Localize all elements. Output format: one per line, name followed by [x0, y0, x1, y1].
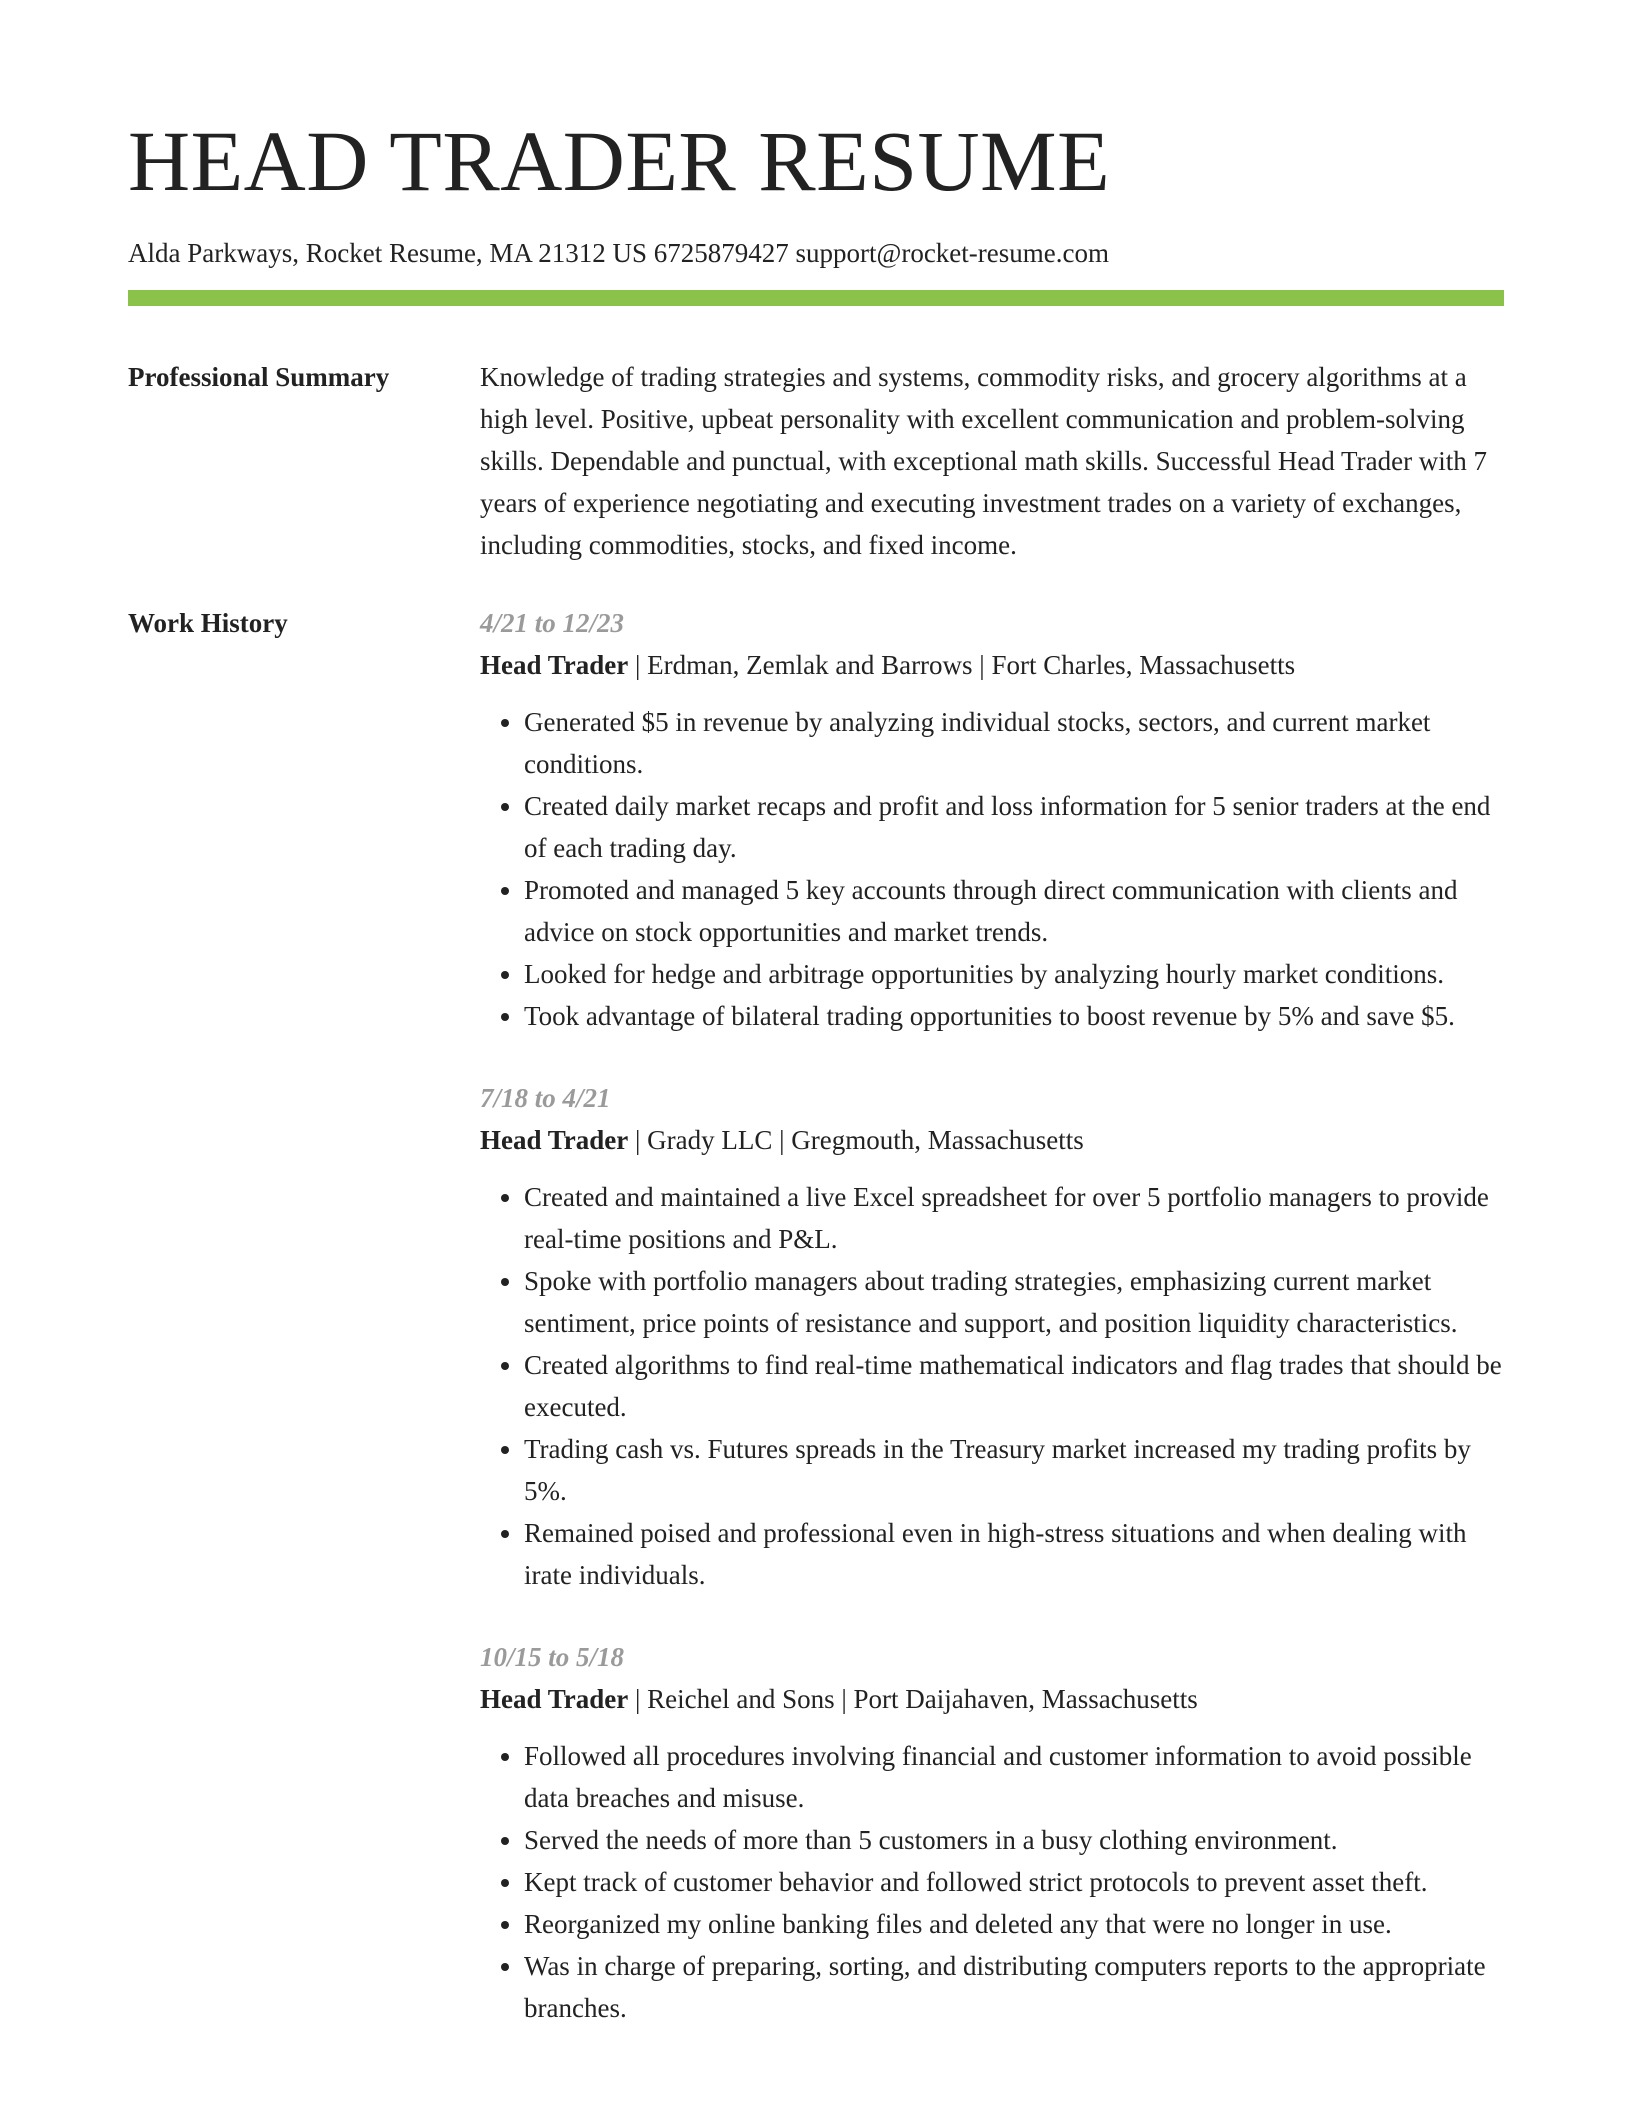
job-bullet: • Trading cash vs. Futures spreads in the Treasury market increased my trading profits by 5%. — [524, 1428, 1504, 1512]
job-details: | Reichel and Sons | Port Daijahaven, Massachusetts — [628, 1684, 1198, 1714]
job-bullet: • Took advantage of bilateral trading opportunities to boost revenue by 5% and save $5. — [524, 995, 1504, 1037]
job-title: Head Trader — [480, 1125, 629, 1155]
section-label-work-history: Work History — [128, 608, 288, 638]
job-bullet: • Promoted and managed 5 key accounts through direct communication with clients and advice on stock opportunities and market trends. — [524, 869, 1504, 953]
professional-summary-section — [128, 356, 1504, 566]
work-history-section — [128, 602, 1504, 2069]
job-bullet: • Generated $5 in revenue by analyzing individual stocks, sectors, and current market conditions. — [524, 701, 1504, 785]
job-bullet: • Reorganized my online banking files and deleted any that were no longer in use. — [524, 1903, 1504, 1945]
job-bullet: • Created and maintained a live Excel spreadsheet for over 5 portfolio managers to provide real-time positions and P&L. — [524, 1176, 1504, 1260]
job-entry — [480, 1077, 1504, 1596]
summary-body — [480, 356, 1504, 566]
summary-text: Knowledge of trading strategies and systems, commodity risks, and grocery algorithms at a high level. Positive, upbeat personality with excellent communication and problem-solving skills. Dependable and punctual, with exceptional math skills. Successful Head Trader with 7 years of experience negotiating and executing investment trades on a variety of exchanges, including commodities, stocks, and fixed income. — [480, 362, 1488, 560]
page-title: HEAD TRADER RESUME — [128, 113, 1111, 209]
contact-line: Alda Parkways, Rocket Resume, MA 21312 US 6725879427 support@rocket-resume.com — [128, 238, 1109, 268]
job-bullet: • Kept track of customer behavior and followed strict protocols to prevent asset theft. — [524, 1861, 1504, 1903]
job-entry — [480, 602, 1504, 1037]
job-dates: 4/21 to 12/23 — [480, 608, 625, 638]
job-bullet: • Spoke with portfolio managers about trading strategies, emphasizing current market sentiment, price points of resistance and support, and position liquidity characteristics. — [524, 1260, 1504, 1344]
accent-divider — [128, 290, 1504, 306]
job-dates: 10/15 to 5/18 — [480, 1642, 625, 1672]
job-bullet: • Served the needs of more than 5 customers in a busy clothing environment. — [524, 1819, 1504, 1861]
job-bullet: • Looked for hedge and arbitrage opportunities by analyzing hourly market conditions. — [524, 953, 1504, 995]
job-bullet: • Created algorithms to find real-time mathematical indicators and flag trades that should be executed. — [524, 1344, 1504, 1428]
job-title: Head Trader — [480, 650, 629, 680]
job-title: Head Trader — [480, 1684, 629, 1714]
job-details: | Grady LLC | Gregmouth, Massachusetts — [628, 1125, 1084, 1155]
job-heading — [480, 1119, 1504, 1161]
job-bullet: • Was in charge of preparing, sorting, and distributing computers reports to the appropriate branches. — [524, 1945, 1504, 2029]
job-bullet-list — [480, 701, 1504, 1037]
job-entry — [480, 1636, 1504, 2029]
job-bullet-list — [480, 1735, 1504, 2029]
job-heading — [480, 644, 1504, 686]
resume-page — [128, 0, 1504, 2069]
job-bullet-list — [480, 1176, 1504, 1596]
work-history-body — [480, 602, 1504, 2069]
job-bullet: • Created daily market recaps and profit and loss information for 5 senior traders at the end of each trading day. — [524, 785, 1504, 869]
job-details: | Erdman, Zemlak and Barrows | Fort Charles, Massachusetts — [628, 650, 1296, 680]
section-label-professional-summary: Professional Summary — [128, 362, 390, 392]
job-dates: 7/18 to 4/21 — [480, 1083, 611, 1113]
job-heading — [480, 1678, 1504, 1720]
job-bullet: • Followed all procedures involving financial and customer information to avoid possible data breaches and misuse. — [524, 1735, 1504, 1819]
job-bullet: • Remained poised and professional even in high-stress situations and when dealing with irate individuals. — [524, 1512, 1504, 1596]
